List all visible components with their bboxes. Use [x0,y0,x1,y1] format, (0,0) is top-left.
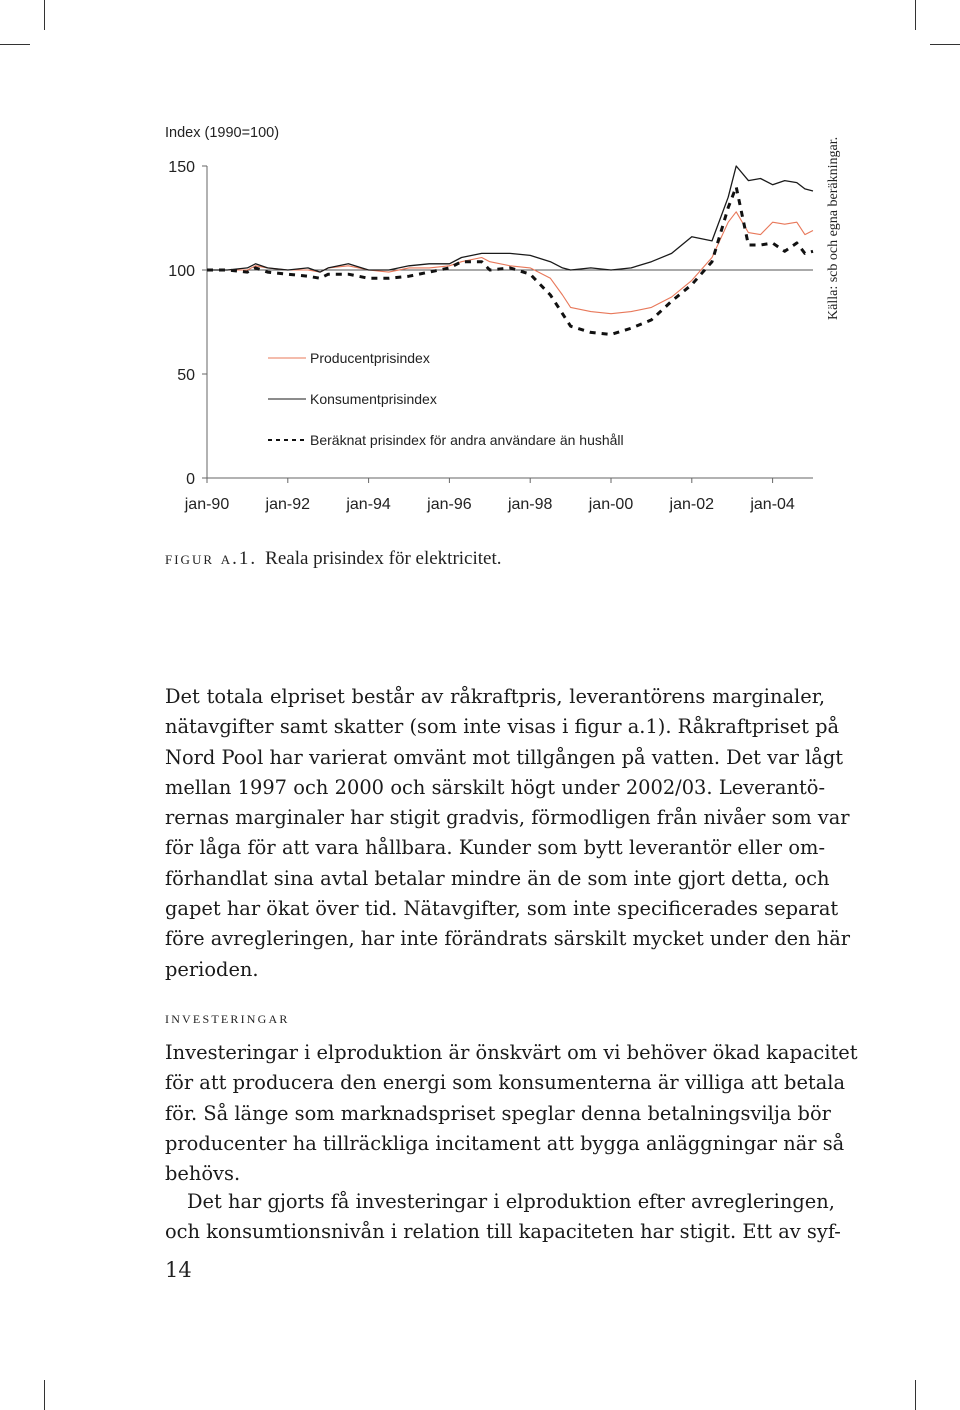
text-line: förhandlat sina avtal betalar mindre än de som inte gjort detta, och [165,866,830,890]
x-tick-label: jan-02 [669,496,715,513]
paragraph-3 [165,1187,841,1248]
section-heading: investeringar [165,1008,290,1027]
text-line: Nord Pool har varierat omvänt mot tillgången på vatten. Det var lågt [165,745,844,769]
text-line: för. Så länge som marknadspriset speglar denna betalningsvilja bör [165,1101,831,1125]
x-tick-label: jan-98 [507,496,553,513]
text-line: gapet har ökat över tid. Nätavgifter, som inte specificerades separat [165,897,839,921]
legend-label: Producentprisindex [310,350,430,366]
y-tick-label: 0 [186,471,195,488]
y-tick-label: 100 [168,263,195,280]
figure-title: Reala prisindex för elektricitet. [265,548,502,569]
legend-label: Konsumentprisindex [310,391,437,407]
paragraph-2 [165,1038,858,1189]
figure-label: figur a.1. [165,548,258,569]
legend [268,350,624,448]
series-line-2 [207,187,813,335]
text-line: Investeringar i elproduktion är önskvärt om vi behöver ökad kapacitet [165,1041,858,1064]
text-line: Det totala elpriset består av råkraftpris, leverantörens marginaler, [165,685,825,708]
text-line: rernas marginaler har stigit gradvis, förmodligen från nivåer som var [165,806,850,830]
price-index-chart [0,0,960,540]
crop-mark [915,1380,916,1410]
text-line: och konsumtionsnivån i relation till kapaciteten har stigit. Ett av syf- [165,1220,841,1244]
y-tick-label: 50 [177,367,195,384]
text-line: mellan 1997 och 2000 och särskilt högt under 2002/03. Leverantö- [165,775,825,799]
text-line: före avregleringen, har inte förändrats särskilt mycket under den här [165,927,851,951]
x-tick-label: jan-96 [427,496,472,513]
series-line-1 [207,166,813,272]
x-tick-label: jan-04 [750,496,795,513]
paragraph-1 [165,682,851,985]
y-tick-label: 150 [168,159,195,176]
y-axis-label: Index (1990=100) [165,125,280,141]
source-note: Källa: scb och egna beräkningar. [826,136,841,320]
text-line: för låga för att vara hållbara. Kunder som bytt leverantör eller om- [165,836,825,860]
text-line: behövs. [165,1162,241,1186]
figure-caption [165,548,502,570]
x-tick-label: jan-90 [184,496,230,513]
text-line: nätavgifter samt skatter (som inte visas i figur a.1). Råkraftpriset på [165,715,840,739]
text-line: perioden. [165,957,259,981]
page-number: 14 [165,1258,192,1282]
x-tick-label: jan-92 [265,496,311,513]
text-line: producenter ha tillräckliga incitament att bygga anläggningar när så [165,1131,845,1155]
crop-mark [44,1380,45,1410]
legend-label: Beräknat prisindex för andra användare än hushåll [310,432,624,448]
text-line: för att producera den energi som konsumenterna är villiga att betala [165,1071,846,1095]
text-line: Det har gjorts få investeringar i elproduktion efter avregleringen, [187,1190,835,1213]
x-tick-label: jan-00 [588,496,634,513]
x-tick-label: jan-94 [346,496,391,513]
